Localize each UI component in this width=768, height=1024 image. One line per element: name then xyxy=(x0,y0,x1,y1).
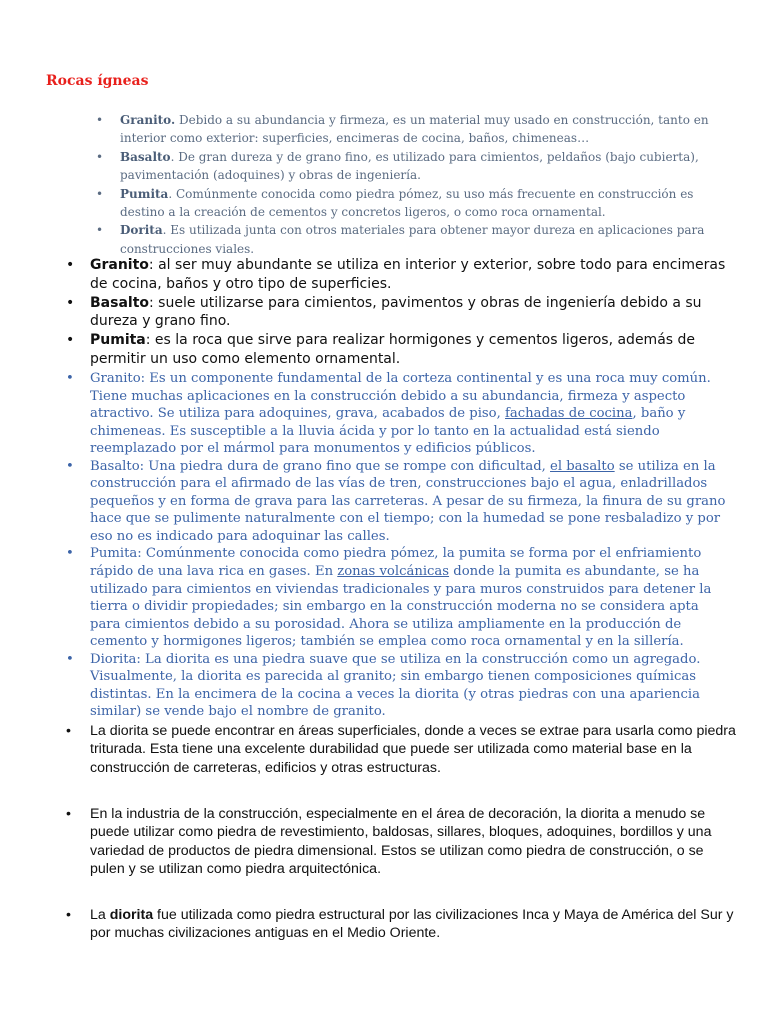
list-item xyxy=(90,256,730,294)
item-text: donde la pumita es abundante, se ha utilizado para cimientos en viviendas tradicionales y para muros construidos para detener la tierra o dividir propiedades; sin embargo en la construcción moderna no se considera apta para cimientos debido a su porosidad. Ahora se utiliza ampliamente en la producción de cemento y hormigones ligeros; también se emplea como roca ornamental y en la sillería. xyxy=(90,564,712,650)
term-diorita: Diorita xyxy=(90,651,137,667)
term-granito: Granito xyxy=(90,371,141,386)
list-item xyxy=(90,651,730,721)
list-item xyxy=(120,185,730,222)
link-el-basalto[interactable]: el basalto xyxy=(550,458,615,474)
list-item xyxy=(90,370,730,458)
item-text: : Una piedra dura de grano fino que se rompe con dificultad, xyxy=(139,458,551,474)
diorita-paragraph-1 xyxy=(90,722,740,777)
item-text: En la industria de la construcción, especialmente en el área de decoración, la diorita a menudo se puede utilizar como piedra de revestimiento, baldosas, sillares, bloques, adoquines, bordillos y una variedad de productos de piedra dimensional. Estos se utilizan como piedra de construcción, o se pulen y se utilizan como piedra arquitectónica. xyxy=(90,806,712,878)
list-item xyxy=(90,545,730,650)
list-item xyxy=(120,221,730,258)
term-dorita: Dorita xyxy=(120,223,163,238)
term-granito: Granito. xyxy=(120,113,176,127)
diorita-paragraph-3 xyxy=(90,906,740,943)
list-item xyxy=(90,805,740,879)
list-item xyxy=(90,331,730,369)
item-text: , baño y chimeneas. Es susceptible a la lluvia ácida y por lo tanto en la actualidad está siendo reemplazado por el mármol para monumentos y edificios públicos. xyxy=(90,406,686,457)
item-text: : Es un componente fundamental de la corteza continental y es una roca muy común. Tiene muchas aplicaciones en la construcción debido a su abundancia, firmeza y aspecto atractivo. Se utiliza para adoquines, grava, acabados de piso, xyxy=(90,371,711,422)
item-text: La diorita se puede encontrar en áreas superficiales, donde a veces se extrae para usarla como piedra triturada. Esta tiene una excelente durabilidad que puede ser utilizada como material base en la construcción de carreteras, edificios y otras estructuras. xyxy=(90,723,736,776)
list-item xyxy=(120,148,730,185)
term-diorita: diorita xyxy=(109,907,154,923)
link-zonas-volcanicas[interactable]: zonas volcánicas xyxy=(337,564,450,580)
list-item xyxy=(90,294,730,332)
item-text: . Es utilizada junta con otros materiales para obtener mayor dureza en aplicaciones para construcciones viales. xyxy=(120,223,705,256)
item-text: : al ser muy abundante se utiliza en interior y exterior, sobre todo para encimeras de cocina, baños y otro tipo de superficies. xyxy=(90,257,726,292)
item-text: : suele utilizarse para cimientos, pavimentos y obras de ingeniería debido a su dureza y grano fino. xyxy=(90,294,702,330)
item-text: . De gran dureza y de grano fino, es utilizado para cimientos, peldaños (bajo cubierta), pavimentación (adoquines) y obras de ingeniería. xyxy=(120,149,699,183)
list-item xyxy=(90,906,740,943)
term-pumita: Pumita xyxy=(90,332,146,349)
item-text: se utiliza en la construcción para el afirmado de las vías de tren, construcciones bajo el agua, enladrillados pequeños y en forma de grava para las carreteras. A pesar de su firmeza, la finura de su grano hace que se pulimente naturalmente con el tiempo; con la humedad se pone resbaladizo y por eso no es indicado para adoquinar las calles. xyxy=(90,458,726,544)
list-item xyxy=(120,111,730,148)
item-text: : La diorita es una piedra suave que se utiliza en la construcción como un agregado. Visualmente, la diorita es parecida al granito; sin embargo tienen composiciones químicas distintas. En la encimera de la cocina a veces la diorita (y otras piedras con una apariencia similar) se vende bajo el nombre de granito. xyxy=(90,651,701,720)
term-pumita: Pumita xyxy=(90,546,138,562)
item-text: . Comúnmente conocida como piedra pómez, su uso más frecuente en construcción es destino a la creación de cementos y concretos ligeros, o como roca ornamental. xyxy=(120,186,694,220)
item-text: : es la roca que sirve para realizar hormigones y cementos ligeros, además de permitir un uso como elemento ornamental. xyxy=(90,332,696,367)
list-item xyxy=(90,722,740,777)
item-text: Debido a su abundancia y firmeza, es un material muy usado en construcción, tanto en interior como exterior: superficies, encimeras de cocina, baños, chimeneas… xyxy=(120,113,709,146)
link-fachadas-de-cocina[interactable]: fachadas de cocina xyxy=(505,406,633,422)
term-basalto: Basalto xyxy=(90,294,150,311)
summary-list-serif xyxy=(120,111,730,258)
item-text: fue utilizada como piedra estructural por las civilizaciones Inca y Maya de América del Sur y por muchas civilizaciones antiguas en el Medio Oriente. xyxy=(90,907,734,942)
term-basalto: Basalto xyxy=(120,149,171,164)
term-granito: Granito xyxy=(90,257,149,273)
term-basalto: Basalto xyxy=(90,458,140,474)
list-item xyxy=(90,458,730,546)
summary-list-sans xyxy=(90,256,730,369)
detailed-list-blue xyxy=(90,370,730,721)
section-heading: Rocas ígneas xyxy=(46,73,149,89)
term-pumita: Pumita xyxy=(120,186,169,201)
item-text-prefix: La xyxy=(90,907,110,923)
item-text: : Comúnmente conocida como piedra pómez, la pumita se forma por el enfriamiento rápido de una lava rica en gases. En xyxy=(90,546,702,580)
diorita-paragraph-2 xyxy=(90,805,740,879)
